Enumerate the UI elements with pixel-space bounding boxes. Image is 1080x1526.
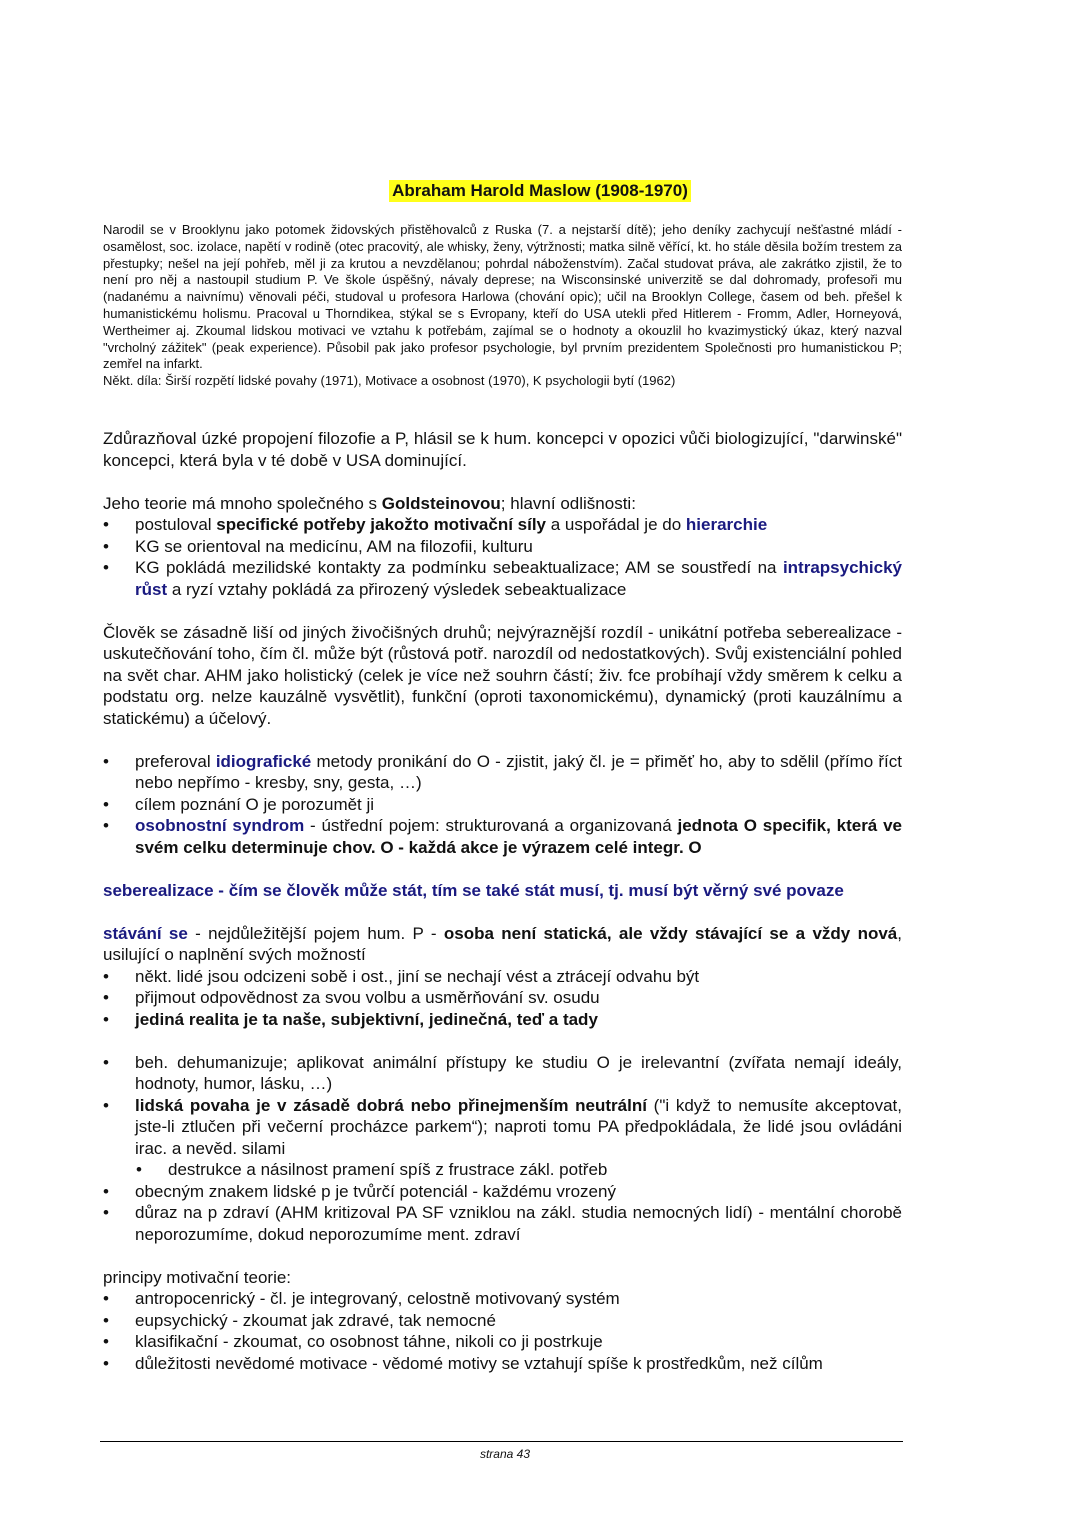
becoming-list	[103, 966, 902, 1031]
list-item: • destrukce a násilnost pramení spíš z frustrace zákl. potřeb	[136, 1159, 902, 1181]
human-nature-list-continued	[103, 1181, 902, 1246]
list-item: • důraz na p zdraví (AHM kritizoval PA SF vzniklou na zákl. studia nemocných lidí) - mentální chorobě neporozumíme, dokud neporozumíme ment. zdraví	[103, 1202, 902, 1245]
principles-list	[103, 1288, 902, 1374]
footer-divider	[100, 1441, 903, 1442]
page-number: strana 43	[479, 1447, 531, 1461]
list-item: • přijmout odpovědnost za svou volbu a usměrňování sv. osudu	[103, 987, 902, 1009]
list-item: • postuloval specifické potřeby jakožto motivační síly a uspořádal je do hierarchie	[103, 514, 902, 536]
list-item: • klasifikační - zkoumat, co osobnost táhne, nikoli co ji postrkuje	[103, 1331, 902, 1353]
list-item: • lidská povaha je v zásadě dobrá nebo přinejmenším neutrální ("i když to nemusíte akceptovat, jste-li ztlučen při večerní procházce parkem“); naproti tomu PA předpokládala, že lidé jsou ovládáni irac. a nevěd. silami	[103, 1095, 902, 1160]
sub-list	[136, 1159, 902, 1181]
list-item: • osobnostní syndrom - ústřední pojem: strukturovaná a organizovaná jednota O specifik, která ve svém celku determinuje chov. O - každá akce je výrazem celé integr. O	[103, 815, 902, 858]
list-item: • KG se orientoval na medicínu, AM na filozofii, kulturu	[103, 536, 902, 558]
differences-list	[103, 514, 902, 600]
page-title: Abraham Harold Maslow (1908-1970)	[389, 180, 691, 202]
list-item: • KG pokládá mezilidské kontakty za podmínku sebeaktualizace; AM se soustředí na intrapsychický růst a ryzí vztahy pokládá za přirozený výsledek sebeaktualizace	[103, 557, 902, 600]
list-item: • beh. dehumanizuje; aplikovat animální přístupy ke studiu O je irelevantní (zvířata nemají ideály, hodnoty, humor, lásku, …)	[103, 1052, 902, 1095]
list-item: • preferoval idiografické metody pronikání do O - zjistit, jaký čl. je = přiměť ho, aby to sdělil (přímo říct nebo nepřímo - kresby, sny, gesta, …)	[103, 751, 902, 794]
methods-list	[103, 751, 902, 859]
biography-text: Narodil se v Brooklynu jako potomek židovských přistěhovalců z Ruska (7. a nejstarší dítě); jeho deníky zachycují nešťastné mládí - osamělost, soc. izolace, napětí v rodině (otec pracovitý, ale whisky, ženy, výtržnosti; matka silně věřící, kt. ho stále děsila božím trestem za přestupky; nešel na její pohřeb, měl ji za krutou a nevzdělanou; pohrdal náboženstvím). Začal studovat práva, ale zakrátko zjistil, že to není pro něj a nastoupil studium P. Ve škole úspěšný, návaly deprese; na Wisconsinské univerzitě se dal dohromady, profesoři mu (nadanému a naivnímu) věnovali péči, studoval u profesora Harlowa (chování opic); učil na Brooklyn College, časem od beh. přešel k humanistickému holismu. Pracoval u Thorndikea, stýkal se s Evropany, kteří do USA utekli před Hitlerem - Fromm, Adler, Horneyová, Wertheimer aj. Zkoumal lidskou motivaci ve vztahu k potřebám, zajímal se o hodnoty a okouzlil ho kvazimystický úkaz, který nazval "vrcholný zážitek" (peak experience). Působil pak jako profesor psychologie, byl prvním prezidentem Společnosti pro humanistickou P; zemřel na infarkt.	[103, 222, 902, 372]
paragraph-philosophy: Zdůrazňoval úzké propojení filozofie a P, hlásil se k hum. koncepci v opozici vůči biologizující, "darwinské" koncepci, která byla v té době v USA dominující.	[103, 429, 902, 470]
paragraph-becoming: stávání se - nejdůležitější pojem hum. P - osoba není statická, ale vždy stávající se a vždy nová, usilující o naplnění svých možností	[103, 923, 902, 964]
list-item: • někt. lidé jsou odcizeni sobě i ost., jiní se nechají vést a ztrácejí odvahu být	[103, 966, 902, 988]
human-nature-list	[103, 1052, 902, 1160]
works-line: Někt. díla: Širší rozpětí lidské povahy (1971), Motivace a osobnost (1970), K psychologii bytí (1962)	[103, 373, 676, 389]
paragraph-self-realization: seberealizace - čím se člověk může stát, tím se také stát musí, tj. musí být věrný své povaze	[103, 880, 844, 900]
paragraph-principles: principy motivační teorie:	[103, 1267, 292, 1287]
list-item: • důležitosti nevědomé motivace - vědomé motivy se vztahují spíše k prostředkům, než cílům	[103, 1353, 902, 1375]
list-item: • antropocenrický - čl. je integrovaný, celostně motivovaný systém	[103, 1288, 902, 1310]
list-item: • cílem poznání O je porozumět ji	[103, 794, 902, 816]
paragraph-human: Člověk se zásadně liší od jiných živočišných druhů; nejvýraznější rozdíl - unikátní potřeba seberealizace - uskutečňování toho, čím čl. může být (růstová potř. narozdíl od nedostatkových). Svůj existenciální pohled na svět char. AHM jako holistický (celek je více než souhrn částí; živ. fce probíhají vždy směrem k celku a podstatu org. nelze kauzálně vysvětlit), funkční (oproti taxonomickému), dynamický (proti kauzálnímu a statickému) a účelový.	[103, 622, 902, 728]
list-item: • eupsychický - zkoumat jak zdravé, tak nemocné	[103, 1310, 902, 1332]
list-item: • jediná realita je ta naše, subjektivní, jedinečná, teď a tady	[103, 1009, 902, 1031]
main-content	[103, 428, 902, 1374]
list-item: • obecným znakem lidské p je tvůrčí potenciál - každému vrozený	[103, 1181, 902, 1203]
title-wrap	[0, 180, 1080, 202]
biography-block	[103, 222, 902, 390]
paragraph-goldstein: Jeho teorie má mnoho společného s Goldsteinovou; hlavní odlišnosti:	[103, 493, 636, 513]
